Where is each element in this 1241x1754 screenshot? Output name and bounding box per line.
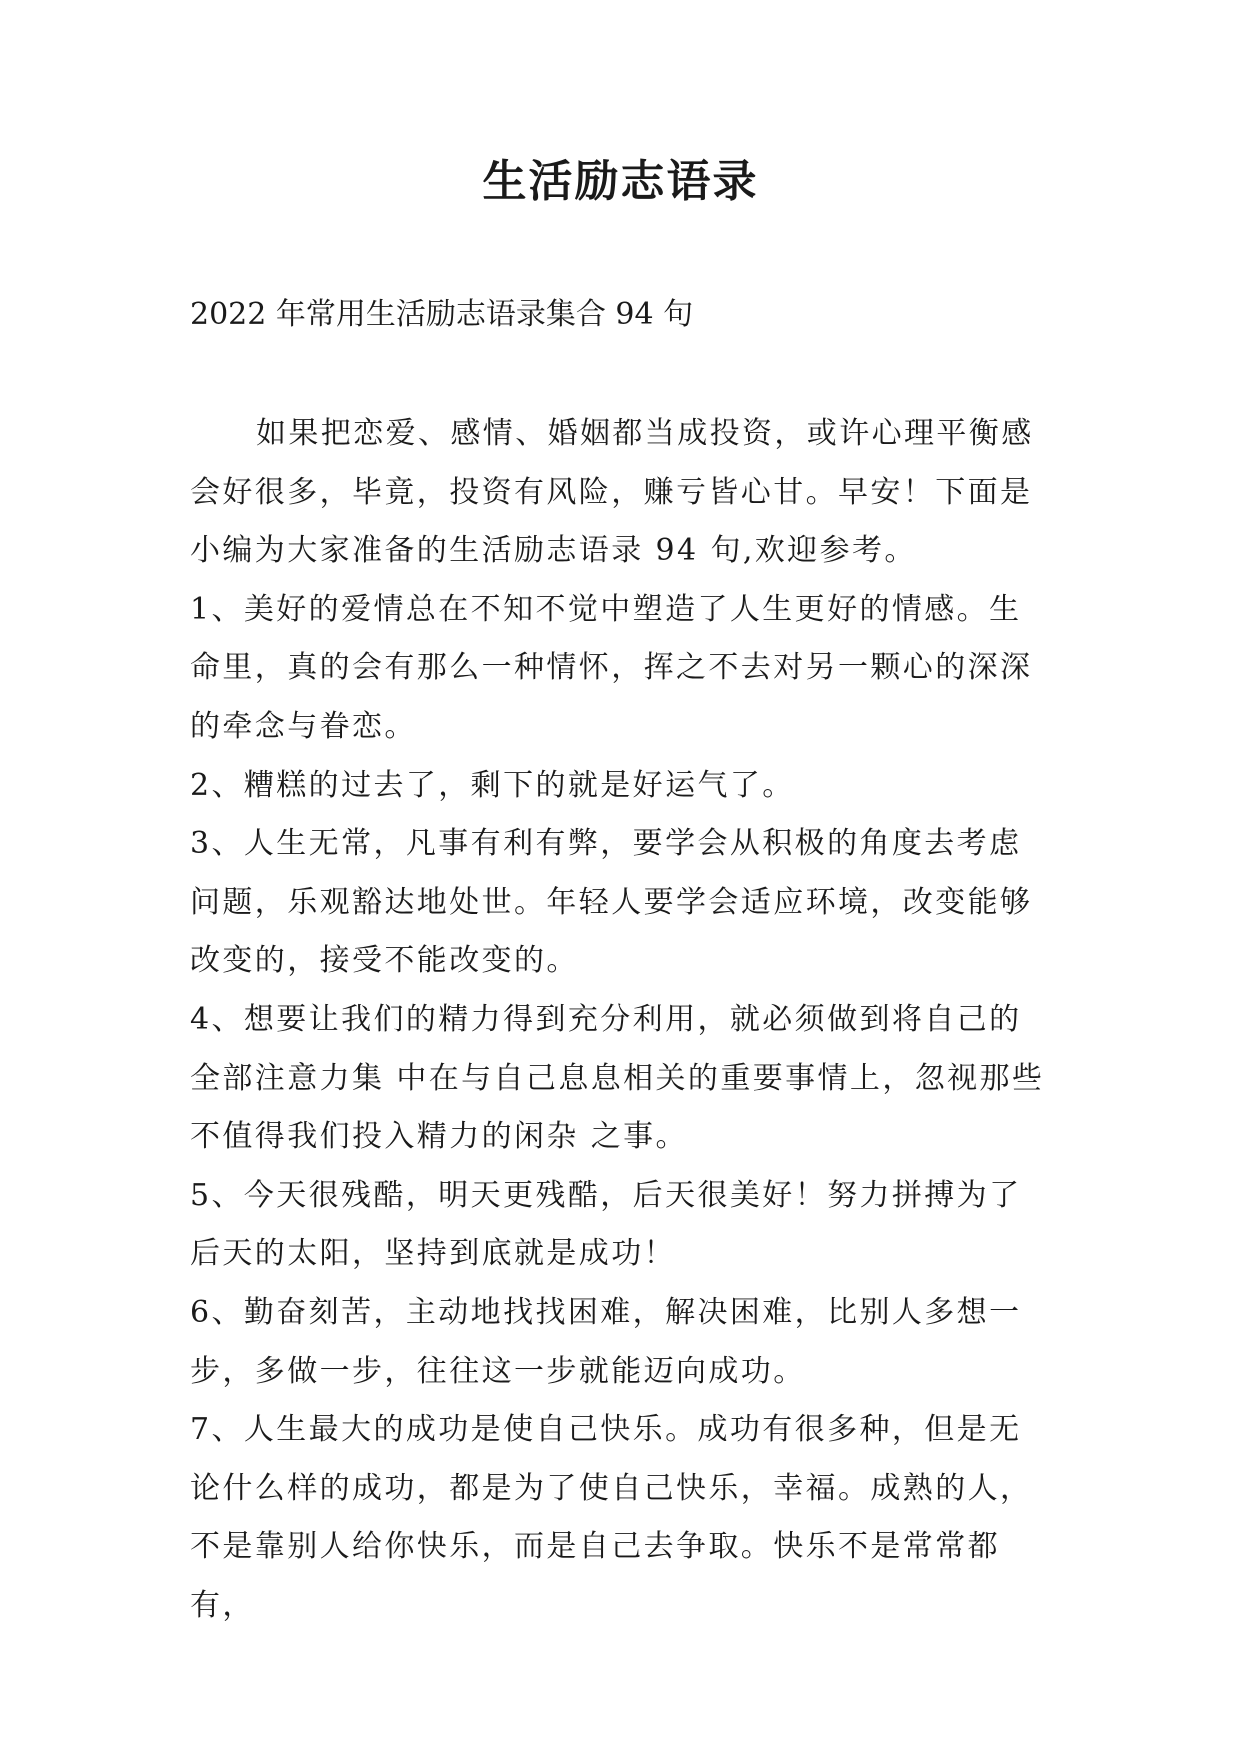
intro-paragraph: 如果把恋爱、感情、婚姻都当成投资，或许心理平衡感会好很多，毕竟，投资有风险，赚亏皆心甘。早安！下面是小编为大家准备的生活励志语录 94 句,欢迎参考。 — [190, 416, 1034, 569]
quote-item: 4、想要让我们的精力得到充分利用，就必须做到将自己的全部注意力集 中在与自己息息相关的重要事情上，忽视那些不值得我们投入精力的闲杂 之事。 — [190, 1001, 1045, 1155]
document-body — [190, 405, 1050, 1635]
quote-item: 6、勤奋刻苦，主动地找找困难，解决困难，比别人多想一步，多做一步，往往这一步就能迈向成功。 — [190, 1294, 1022, 1389]
document-subtitle: 2022 年常用生活励志语录集合 94 句 — [190, 297, 694, 332]
quote-item: 5、今天很残酷，明天更残酷，后天很美好！努力拼搏为了后天的太阳，坚持到底就是成功！ — [190, 1177, 1022, 1272]
document-title: 生活励志语录 — [482, 156, 759, 207]
quote-item: 7、人生最大的成功是使自己快乐。成功有很多种，但是无论什么样的成功，都是为了使自己快乐，幸福。成熟的人，不是靠别人给你快乐，而是自己去争取。快乐不是常常都有， — [190, 1412, 1033, 1623]
quote-item: 1、美好的爱情总在不知不觉中塑造了人生更好的情感。生命里，真的会有那么一种情怀，挥之不去对另一颗心的深深的牵念与眷恋。 — [190, 591, 1033, 744]
quote-item: 3、人生无常，凡事有利有弊，要学会从积极的角度去考虑问题，乐观豁达地处世。年轻人要学会适应环境，改变能够改变的，接受不能改变的。 — [190, 826, 1033, 979]
quote-item: 2、糟糕的过去了，剩下的就是好运气了。 — [190, 767, 795, 803]
